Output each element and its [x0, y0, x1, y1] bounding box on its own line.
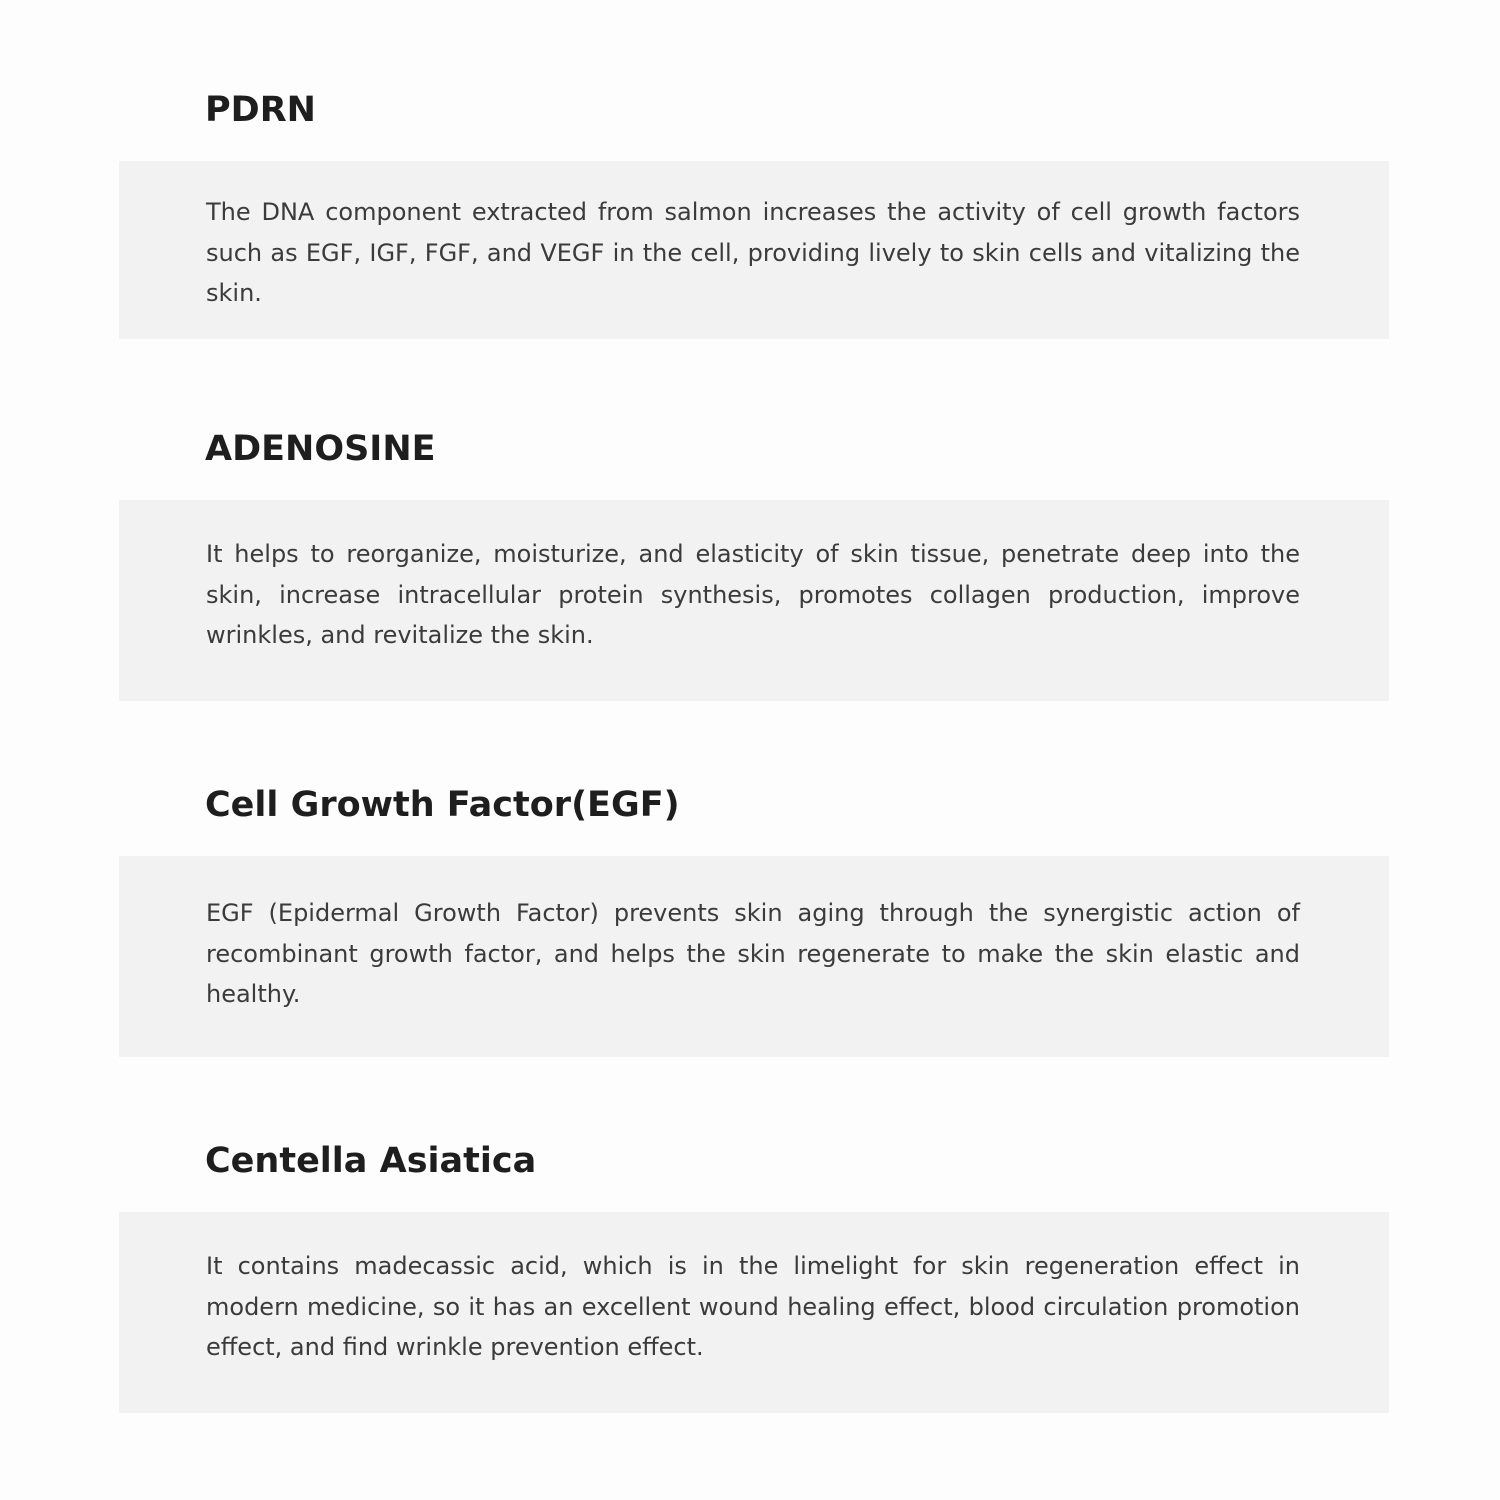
- section-title-egf: Cell Growth Factor(EGF): [205, 785, 680, 825]
- description-box-pdrn: [119, 161, 1389, 339]
- description-text-pdrn: The DNA component extracted from salmon increases the activity of cell growth factors such as EGF, IGF, FGF, and VEGF in the cell, providing lively to skin cells and vitalizing the skin.: [206, 198, 1300, 307]
- section-title-pdrn: PDRN: [205, 90, 316, 130]
- description-text-adenosine: It helps to reorganize, moisturize, and elasticity of skin tissue, penetrate deep into the skin, increase intracellular protein synthesis, promotes collagen production, improve wrinkles, and revitalize the skin.: [206, 540, 1300, 649]
- description-text-centella-asiatica: It contains madecassic acid, which is in the limelight for skin regeneration effect in modern medicine, so it has an excellent wound healing effect, blood circulation promotion effect, and find wrinkle prevention effect.: [206, 1252, 1300, 1361]
- description-box-centella-asiatica: [119, 1212, 1389, 1413]
- section-title-adenosine: ADENOSINE: [205, 429, 436, 469]
- section-title-centella-asiatica: Centella Asiatica: [205, 1141, 537, 1181]
- description-text-egf: EGF (Epidermal Growth Factor) prevents skin aging through the synergistic action of recombinant growth factor, and helps the skin regenerate to make the skin elastic and healthy.: [206, 899, 1300, 1008]
- description-box-egf: [119, 856, 1389, 1057]
- description-box-adenosine: [119, 500, 1389, 701]
